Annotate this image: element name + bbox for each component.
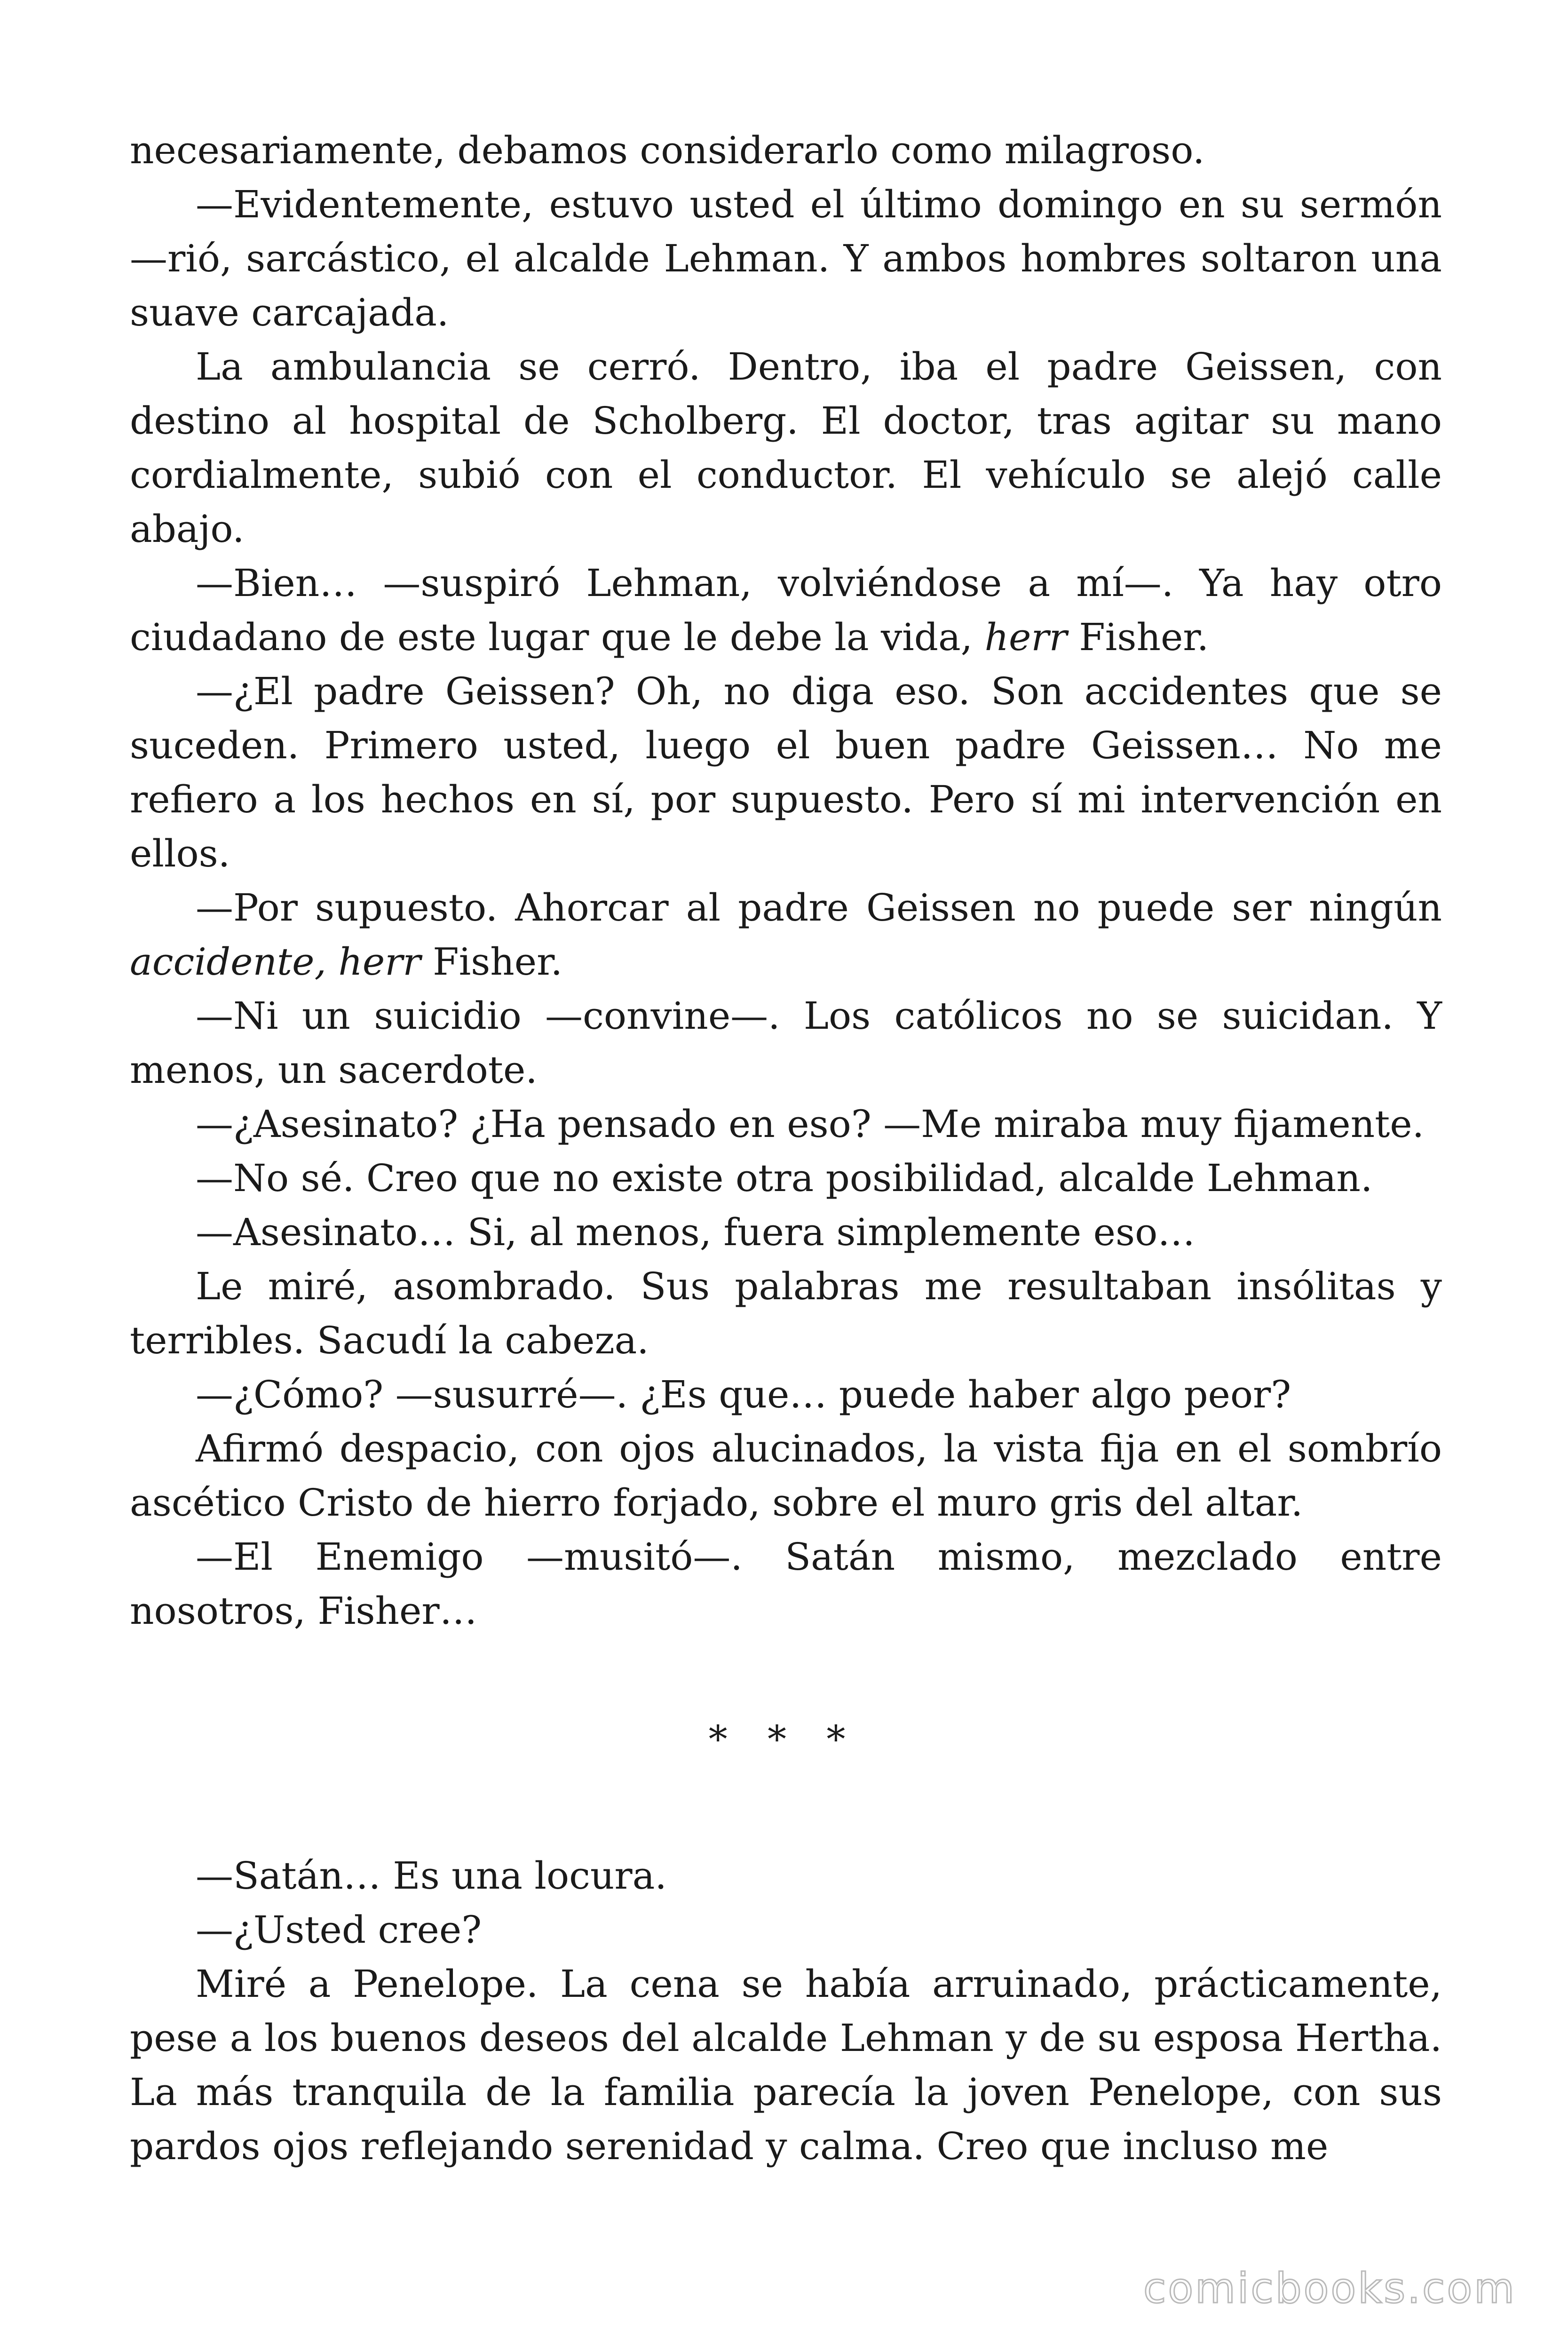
emphasis-text: accidente, herr [130,940,421,984]
paragraph-text: —Satán… Es una locura. [196,1854,667,1898]
paragraph [130,1259,1442,1367]
paragraph [130,989,1442,1097]
paragraph-text: —¿Usted cree? [196,1908,482,1952]
paragraph-text: Fisher. [420,940,562,984]
paragraph-text: —Evidentemente, estuvo usted el último domingo en su sermón —rió, sarcástico, el alcalde Lehman. Y ambos hombres soltaron una suave carcajada. [130,183,1442,334]
paragraph-text: —¿Cómo? —susurré—. ¿Es que… puede haber algo peor? [196,1373,1291,1416]
paragraph-text: Afirmó despacio, con ojos alucinados, la vista fija en el sombrío ascético Cristo de hierro forjado, sobre el muro gris del altar. [130,1427,1442,1525]
paragraph [130,1849,1442,1903]
paragraph [130,556,1442,664]
paragraph-text: —¿Asesinato? ¿Ha pensado en eso? —Me miraba muy fijamente. [196,1102,1425,1146]
body-text-bottom [130,1849,1442,2173]
body-text-top [130,123,1442,1638]
paragraph [130,1151,1442,1205]
section-separator: * * * [708,1717,860,1761]
paragraph-text: —Ni un suicidio —convine—. Los católicos no se suicidan. Y menos, un sacerdote. [130,994,1442,1092]
paragraph-text: Fisher. [1067,615,1209,659]
paragraph [130,1097,1442,1151]
paragraph [130,177,1442,340]
paragraph [130,1367,1442,1422]
paragraph [130,1903,1442,1957]
paragraph [130,340,1442,556]
paragraph [130,123,1442,177]
paragraph-text: —No sé. Creo que no existe otra posibilidad, alcalde Lehman. [196,1156,1373,1200]
paragraph-text: —¿El padre Geissen? Oh, no diga eso. Son accidentes que se suceden. Primero usted, luego el buen padre Geissen… No me refiero a los hechos en sí, por supuesto. Pero sí mi intervención en ellos. [130,669,1442,875]
paragraph-text: necesariamente, debamos considerarlo como milagroso. [130,128,1205,172]
paragraph-text: Miré a Penelope. La cena se había arruinado, prácticamente, pese a los buenos deseos del alcalde Lehman y de su esposa Hertha. La más tranquila de la familia parecía la joven Penelope, con sus pardos ojos reflejando serenidad y calma. Creo que incluso me [130,1962,1442,2168]
paragraph-text: —El Enemigo —musitó—. Satán mismo, mezclado entre nosotros, Fisher… [130,1535,1442,1633]
paragraph [130,1957,1442,2173]
watermark: comicbooks.com [1143,2264,1516,2312]
paragraph-text: —Por supuesto. Ahorcar al padre Geissen no puede ser ningún [196,886,1442,930]
paragraph-text: —Bien… —suspiró Lehman, volviéndose a mí—. Ya hay otro ciudadano de este lugar que le debe la vida, [130,561,1442,659]
paragraph [130,1530,1442,1638]
paragraph [130,881,1442,989]
paragraph-text: La ambulancia se cerró. Dentro, iba el padre Geissen, con destino al hospital de Scholberg. El doctor, tras agitar su mano cordialmente, subió con el conductor. El vehículo se alejó calle abajo. [130,345,1442,551]
paragraph-text: Le miré, asombrado. Sus palabras me resultaban insólitas y terribles. Sacudí la cabeza. [130,1264,1442,1362]
paragraph [130,1205,1442,1259]
paragraph-text: —Asesinato… Si, al menos, fuera simplemente eso… [196,1210,1196,1254]
paragraph [130,664,1442,881]
paragraph [130,1422,1442,1530]
emphasis-text: herr [984,615,1067,659]
